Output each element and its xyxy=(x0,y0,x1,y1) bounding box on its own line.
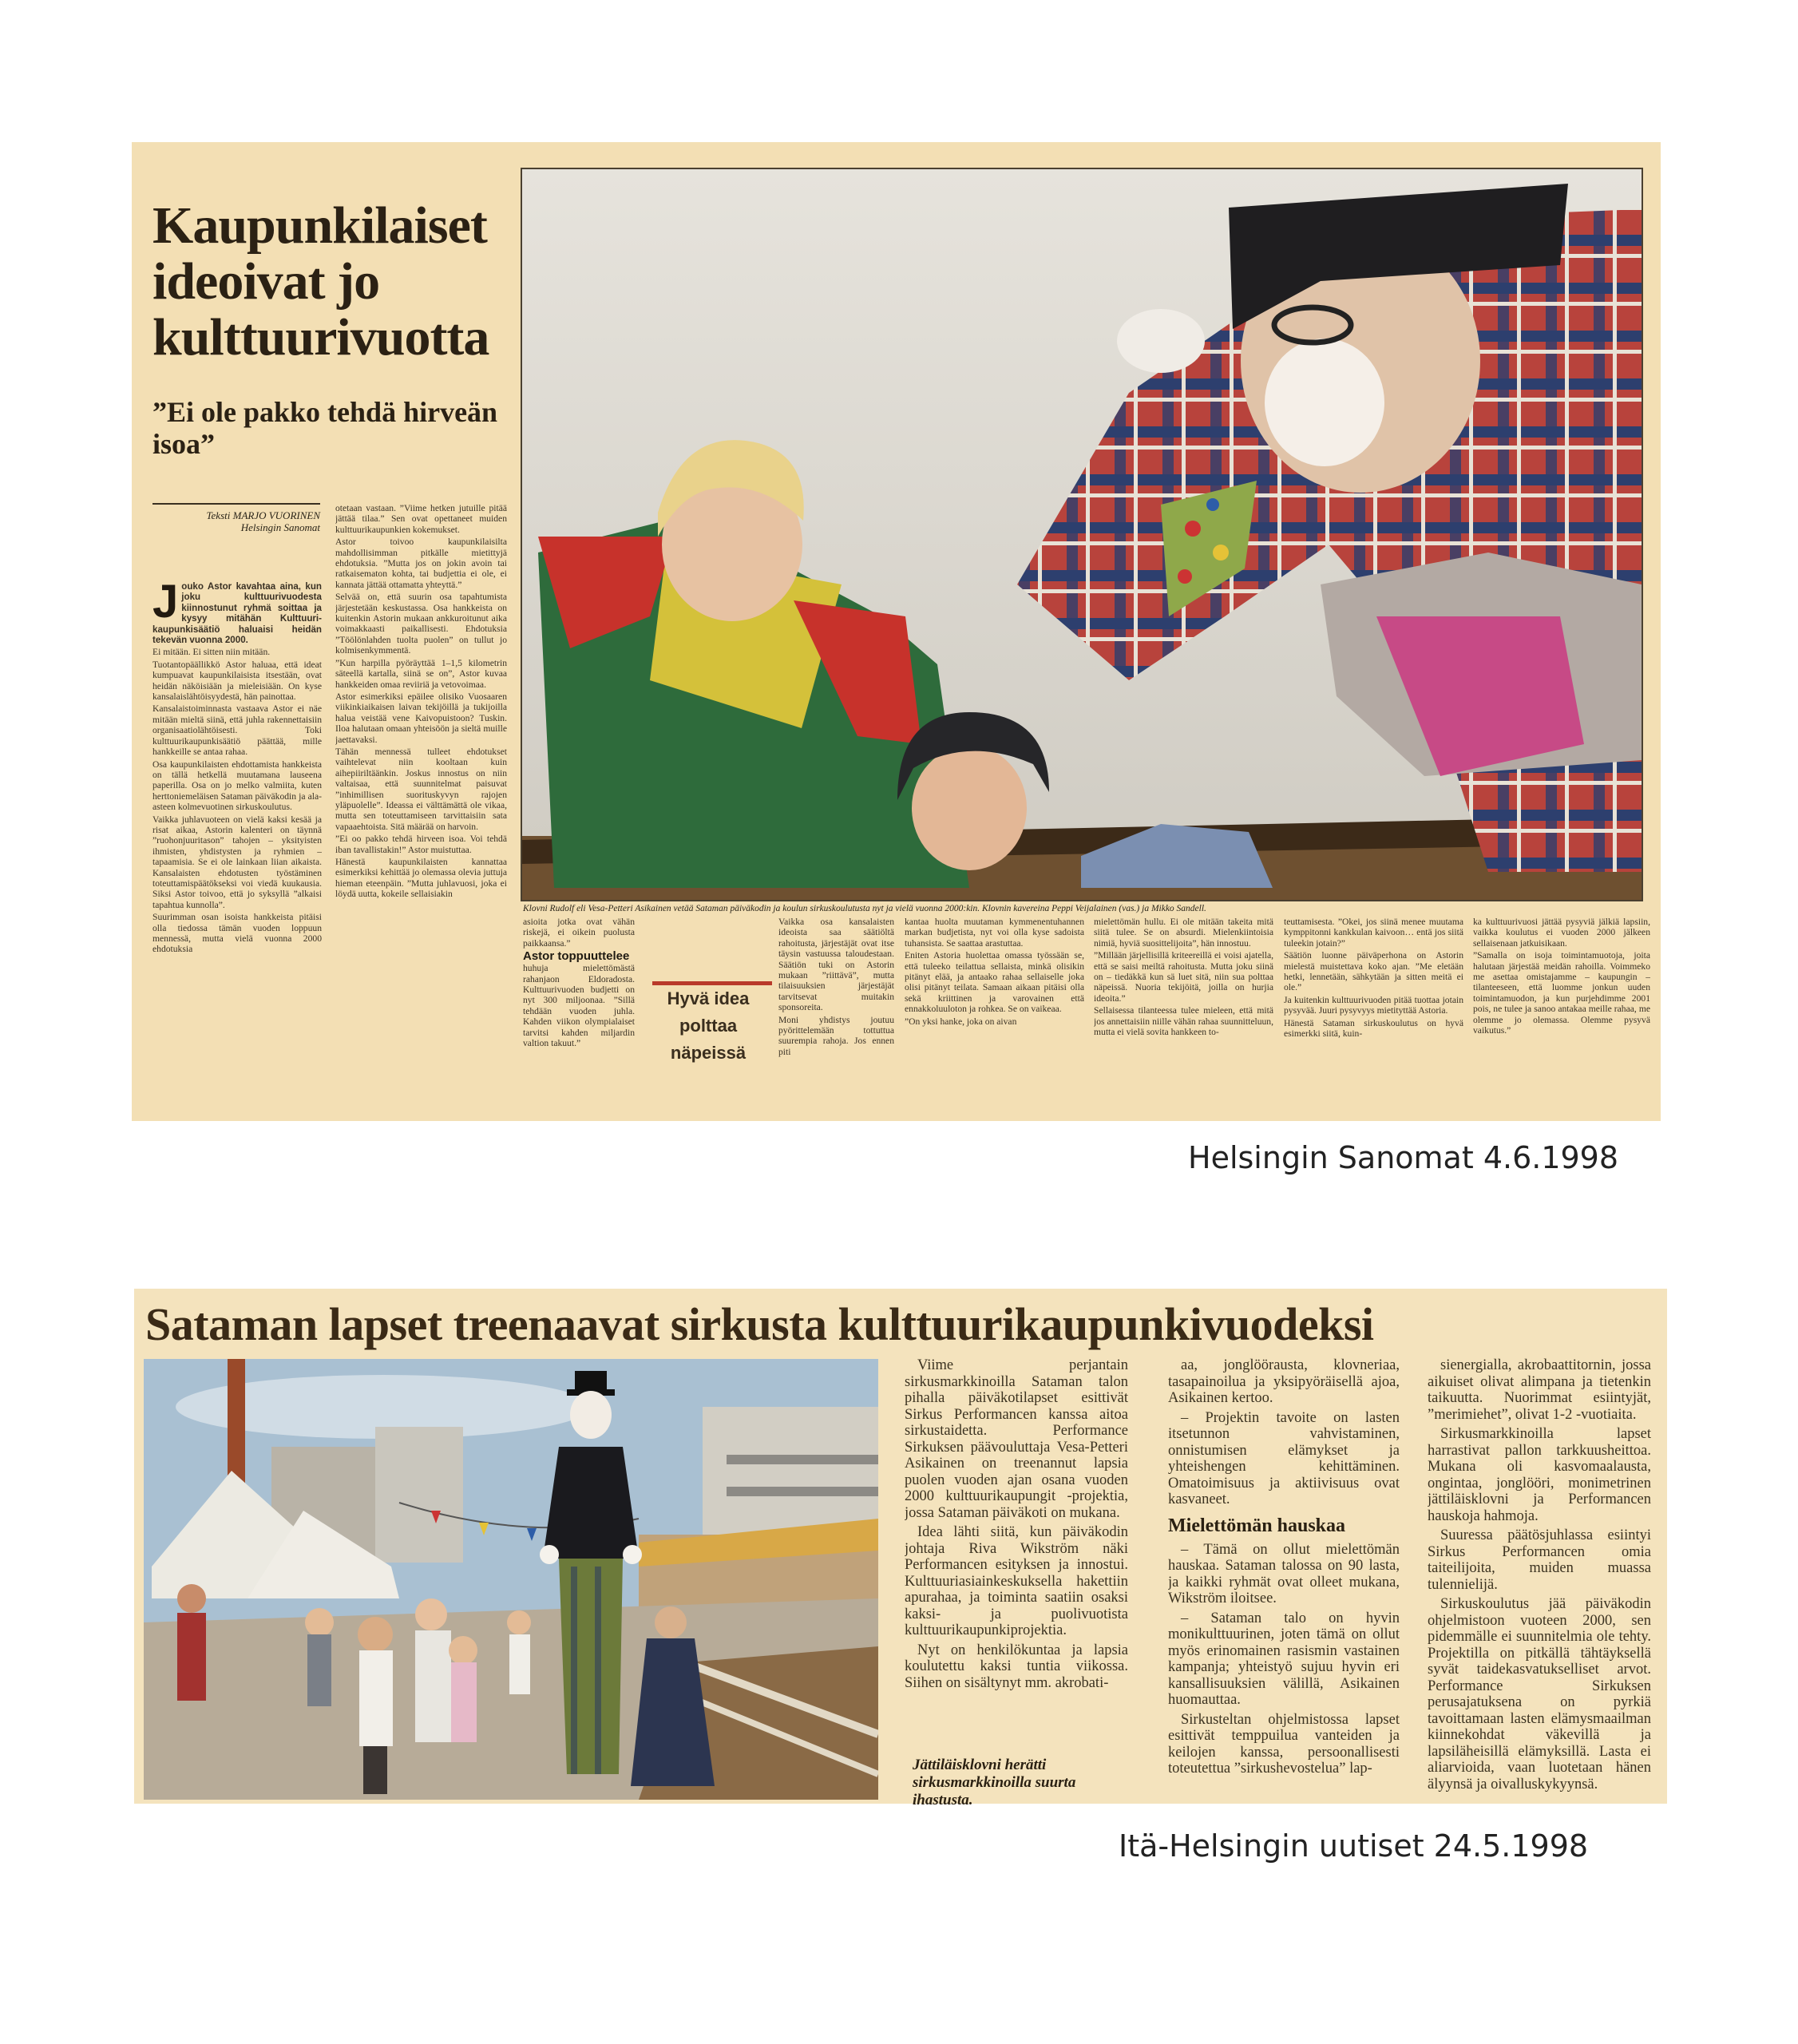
column-3-text xyxy=(523,917,635,949)
column-2-text xyxy=(1168,1357,1400,1508)
article-column-1 xyxy=(152,581,322,1266)
paragraph: Osa kaupunkilaisten ehdottamista hankkeista on tällä hetkellä muutamana lauseena paperilla. Osa on jo melko valmiita, kuten herttoniemeläisen Sataman päiväkodin ja ala-asteen kolmevuotinen sirkuskoulutus. xyxy=(152,759,322,813)
article-photo-circus-market xyxy=(144,1359,878,1800)
article2-column-1 xyxy=(905,1357,1128,1757)
paragraph: Sirkusmarkkinoilla lapset harrastivat pallon tarkkuusheittoa. Mukana oli kasvomaalausta, ongintaa, jonglööri, monimetrinen jättiläisklovni ja Performancen hauskoja hahmoja. xyxy=(1428,1426,1651,1524)
paragraph: kantaa huolta muutaman kymmenentuhannen markan budjetista, nyt voi olla kyse sadoista tuhansista. Se saattaa arastuttaa. xyxy=(905,917,1084,949)
paragraph: asioita jotka ovat vähän riskejä, ei oikein puolusta paikkaansa.” xyxy=(523,917,635,949)
article-column-6 xyxy=(1094,917,1273,1268)
paragraph: – Projektin tavoite on lasten itsetunnon vahvistaminen, onnistumisen elämykset ja yhteishengen kehittäminen. Omatoimisuus ja aktiivisuus ovat kasvaneet. xyxy=(1168,1409,1400,1507)
pull-quote xyxy=(649,985,767,1067)
subsection-head-2: Mielettömän hauskaa xyxy=(1168,1515,1345,1536)
byline-paper: Helsingin Sanomat xyxy=(240,521,320,533)
byline xyxy=(152,509,320,533)
paragraph: Nyt on henkilökuntaa ja lapsia koulutettu kaksi tuntia viikossa. Siihen on sisältynyt mm. akrobati- xyxy=(905,1642,1128,1691)
paragraph: Astor toivoo kaupunkilaisilta mahdollisimman pitkälle mietittyjä ehdotuksia. ”Mutta jos on jokin avoin tai ratkaisematon kohta, tai budjettia ei ole, ei kannata jättää ottamatta yhteyttä.” xyxy=(335,537,507,590)
article-column-3 xyxy=(523,917,635,1268)
paragraph: aa, jonglöörausta, klovneriaa, tasapainoilua ja yksipyöräisellä ajoa, Asikainen kertoo. xyxy=(1168,1357,1400,1406)
paragraph: mielettömän hullu. Ei ole mitään takeita mitä siitä tulee. Se on absurdi. Mielenkiintoisia nimiä, hyviä suosittelijoita”, hän innostuu. xyxy=(1094,917,1273,949)
paragraph: ka kulttuurivuosi jättää pysyviä jälkiä lapsiin, vaikka koulutus ei vuoden 2000 jälkeen sellaisenaan jatkuisikaan. xyxy=(1473,917,1650,949)
paragraph: Sirkusteltan ohjelmistossa lapset esittivät temppuilua vanteiden ja keilojen kanssa, persoonallisesti toteutettua ”sirkushevostelua” lap- xyxy=(1168,1711,1400,1777)
paragraph: Astor esimerkiksi epäilee olisiko Vuosaaren viikinkiaikaisen laivan tekijöillä ja tukijoilla halua veistää vene Kaivopuistoon? Tuskin. Iloa halutaan omaan yhteisöön ja sieltä muille jaettavaksi. xyxy=(335,691,507,745)
article-column-2 xyxy=(335,503,507,1266)
paragraph: – Sataman talo on hyvin monikulttuurinen, joten tämä on ollut myös erinomainen rasismin vastainen kampanja; yhteistyö sujuu hyvin eri kansallisuuksien välillä, Asikainen huomauttaa. xyxy=(1168,1610,1400,1708)
article-headline: Kaupunkilaiset ideoivat jo kulttuurivuotta xyxy=(152,196,489,366)
article2-column-3 xyxy=(1428,1357,1651,1800)
paragraph: – Tämä on ollut mielettömän hauskaa. Sataman talossa on 90 lasta, ja kaikki ryhmät ovat olleet mukana, Wikström iloitsee. xyxy=(1168,1541,1400,1606)
article-photo-clown-children xyxy=(521,168,1643,901)
paragraph: sienergialla, akrobaattitornin, jossa aikuiset olivat alimpana ja tietenkin taikuutta. Nuorimmat esiintyjät, ”merimiehet”, olivat 1-2 -vuotiaita. xyxy=(1428,1357,1651,1423)
subsection-head: Astor toppuuttelee xyxy=(523,949,630,964)
paragraph: Vaikka osa kansalaisten ideoista saa säätiöltä rahoitusta, järjestäjät ovat itse täysin vastuussa taloudestaan. Säätiön tuki on Astorin mukaan ”riittävä”, mutta tilaisuuksien järjestäjät tarvitsevat muitakin sponsoreita. xyxy=(778,917,894,1013)
paragraph: Säätiön luonne päiväperhona on Astorin mielestä muistettava koko ajan. ”Me eletään hetki, lennetään, sähkytään ja sitten meitä ei ole.” xyxy=(1284,950,1463,993)
paragraph: Suurimman osan isoista hankkeista pitäisi olla tiedossa tämän vuoden loppuun mennessä, mutta vielä vuonna 2000 ehdotuksia xyxy=(152,912,322,955)
photo-caption-2: Jättiläisklovni herätti sirkusmarkkinoilla suurta ihastusta. xyxy=(913,1757,1076,1808)
paragraph: Ei mitään. Ei sitten niin mitään. xyxy=(152,647,271,658)
paragraph: Tuotantopäällikkö Astor haluaa, että ideat kumpuavat kaupunkilaisista itsestään, ovat heidän näköisiään ja mieleisiään. On kyse kansalaislähtöisyydestä, hän painottaa. xyxy=(152,659,322,703)
paragraph: Moni yhdistys joutuu pyörittelemään tottuttua suurempia rahoja. Jos ennen piti xyxy=(778,1014,894,1057)
paragraph: Eniten Astoria huolettaa omassa työssään se, että tuleeko teilattua sellaista, minkä olisikin pitänyt elää, ja antaako rahaa sellaiselle joka olisi pitänyt teilata. Samaan aikaan pitäisi olla sekä kriittinen ja varovainen että ennakkoluuloton ja rohkea. Se on vaikeaa. xyxy=(905,950,1084,1015)
paragraph: Hänestä Sataman sirkuskoulutus on hyvä esimerkki siitä, kuin- xyxy=(1284,1017,1463,1040)
paragraph: huhuja mielettömästä rahanjaon Eldoradosta. Kulttuurivuoden budjetti on nyt 300 miljoonaa. ”Sillä tehdään vuoden juhla. Kahden viikon olympialaiset tarvitsi kahden miljardin valtion takuut.” xyxy=(523,963,635,1049)
paragraph: Hänestä kaupunkilaisten kannattaa esimerkiksi kehittää jo olemassa olevia juttuja hieman eteenpäin. ”Mutta juhlavuosi, joka ei löydä uutta, kokeile sellaisiakin xyxy=(335,857,507,900)
article-column-8 xyxy=(1473,917,1650,1268)
paragraph: Tähän mennessä tulleet ehdotukset vaihtelevat niin kooltaan kuin aihepiiriltäänkin. Joskus innostus on niin valtaisaa, että suunnitelmat paisuvat ”inhimillisen suorituskyvyn rajojen yläpuolelle”. Ideassa ei välttämättä ole vikaa, mutta sen toteuttamiseen tarvittaisiin sata vapaaehtoista. Sitä määrää on harvoin. xyxy=(335,746,507,832)
source-label-1: Helsingin Sanomat 4.6.1998 xyxy=(1188,1140,1619,1175)
column-3-continued xyxy=(523,963,635,1048)
paragraph: ”On yksi hanke, joka on aivan xyxy=(905,1016,1017,1027)
column-2-continued xyxy=(1168,1542,1400,1777)
pull-quote-line-3: näpeissä xyxy=(670,1043,747,1063)
paragraph: ”Millään järjellisillä kriteereillä ei voisi ajatella, että se saisi meiltä rahoitusta. Mutta joku siinä on – tiedäkkä kun sä luet sitä, niin sua polttaa näpeissä. Nuoria tekijöitä, joilla on hurjia ideoita.” xyxy=(1094,950,1273,1004)
article-headline-2: Sataman lapset treenaavat sirkusta kulttuurikaupunkivuodeksi xyxy=(145,1298,1374,1350)
byline-author: Teksti MARJO VUORINEN xyxy=(206,509,320,521)
photo-clown-children-illustration xyxy=(522,169,1642,900)
paragraph: Idea lähti siitä, kun päiväkodin johtaja Riva Wikström näki Performancen esityksen ja innostui. Kulttuuriasiainkeskuksella hakettiin apurahaa, ja toiminta saatiin osaksi kaksi- ja puolivuotista kulttuurikaupunkiprojektia. xyxy=(905,1524,1128,1638)
paragraph: ”Kun harpilla pyöräyttää 1–1,5 kilometrin säteellä kartalla, siinä se on”, Astor kuvaa hankkeiden omaa reviiriä ja vetovoimaa. xyxy=(335,657,507,690)
paragraph: teuttamisesta. ”Okei, jos siinä menee muutama kymppitonni kankkulan kaivoon… entä jos siitä tuleekin jotain?” xyxy=(1284,917,1463,949)
newspaper-clipping-helsingin-sanomat xyxy=(132,142,1661,1121)
pull-quote-line-2: polttaa xyxy=(679,1016,738,1036)
paragraph: Kansalaistoiminnasta vastaava Astor ei näe mitään mieltä siinä, että juhla rakennettaisiin organisaatiolähtöisesti. Toki kulttuurikaupunkisäätiö päättää, mille hankkeille se antaa rahaa. xyxy=(152,703,322,758)
byline-rule xyxy=(152,503,320,505)
lead-paragraph: Jouko Astor kavahtaa aina, kun joku kulttuurivuodesta kiinnostunut ryhmä soittaa ja kysyy mitähän Kulttuuri-kaupunkisäätiö haluaisi heidän tekevän vuonna 2000. xyxy=(152,581,322,646)
paragraph: Sirkuskoulutus jää päiväkodin ohjelmistoon vuoteen 2000, sen pidemmälle ei suunnitelmia ole tehty. Projektilla on pitkällä tähtäyksellä syvät taidekasvatukselliset arvot. Performance Sirkuksen perusajatuksena on pyrkiä tavoittamaan lasten elämysmaailman kiinnekohdat väkevillä ja lapsiläheisillä elämyksillä. Lasta ei aliarvioida, vaan luotetaan hänen älyynsä ja oivalluskykyynsä. xyxy=(1428,1596,1651,1792)
photo-circus-market-illustration xyxy=(144,1359,878,1800)
paragraph: ”Samalla on isoja toimintamuotoja, joita halutaan järjestää meidän rahoilla. Voimmeko me asettaa omistajamme – kaupungin – tilanteeseen, että luomme jonkun uuden toimintamuodon, ja kun purjehdimme 2001 pois, ne tulee ja sanoo antakaa meille rahaa, me olemme jo olemassa. Olemme pysyvä vaikutus.” xyxy=(1473,950,1650,1036)
article-subheadline: ”Ei ole pakko tehdä hirveän isoa” xyxy=(152,396,498,460)
article-column-5 xyxy=(905,917,1084,1268)
paragraph: Vaikka juhlavuoteen on vielä kaksi kesää ja risat aikaa, Astorin kalenteri on täynnä ”ruohonjuuritason” tahojen – yksityisten ihmisten, yhdistysten ja ryhmien – tapaamisia. Se ei ole lainkaan liian aikaista. Kansalaisten ehdotusten työstäminen toteuttamispäätökseksi voi viedä kuukausia. Siksi Astor toivoo, että jo syksyllä ”alkaisi tapahtua kunnolla”. xyxy=(152,814,322,910)
pull-quote-line-1: Hyvä idea xyxy=(667,988,750,1008)
paragraph: Selvää on, että suurin osa tapahtumista järjestetään keskustassa. Osa hankkeista on kuitenkin Astorin mukaan ankkuroitunut aika voimakkaasti paikallisesti. Ehdotuksia ”Töölönlahden tuolta puolen” on tullut jo kolmisenkymmentä. xyxy=(335,592,507,656)
paragraph: Viime perjantain sirkusmarkkinoilla Sataman talon pihalla päiväkotilapset esittivät Sirkus Performancen kanssa aitoa sirkustaidetta. Performance Sirkuksen päävouluttaja Vesa-Petteri Asikainen on treenannut lapsia puolen vuoden ajan osana vuoden 2000 kulttuurikaupungit -projektia, jossa Sataman päiväkoti on mukana. xyxy=(905,1357,1128,1521)
article-column-7 xyxy=(1284,917,1463,1268)
article2-column-2 xyxy=(1168,1357,1400,1800)
drop-cap: J xyxy=(152,581,179,628)
photo-caption: Klovni Rudolf eli Vesa-Petteri Asikainen vetää Sataman päiväkodin ja koulun sirkuskoulutusta nyt ja vielä vuonna 2000:kin. Klovnin kavereina Peppi Veijalainen (vas.) ja Mikko Sandell. xyxy=(523,904,1206,913)
newspaper-clipping-ita-helsingin-uutiset xyxy=(134,1289,1667,1808)
article-column-4 xyxy=(778,917,894,1268)
paragraph: ”Ei oo pakko tehdä hirveen isoa. Voi tehdä iban tavallistakin!” Astor muistuttaa. xyxy=(335,834,507,855)
paragraph: otetaan vastaan. ”Viime hetken jutuille pitää jättää tilaa.” Sen ovat opettaneet muiden kulttuurikaupunkien kokemukset. xyxy=(335,503,507,535)
paragraph: Sellaisessa tilanteessa tulee mieleen, että mitä jos annettaisiin niille vähän rahaa suunnitteluun, mutta ei vielä sovita hankkeen to- xyxy=(1094,1005,1273,1038)
paragraph: Suuressa päätösjuhlassa esiintyi Sirkus Performancen omia taiteilijoita, muiden muassa tulennielijä. xyxy=(1428,1527,1651,1593)
paragraph: Ja kuitenkin kulttuurivuoden pitää tuottaa jotain pysyvää. Juuri pysyvyys mietityttää Astoria. xyxy=(1284,994,1463,1016)
source-label-2: Itä-Helsingin uutiset 24.5.1998 xyxy=(1119,1828,1589,1864)
